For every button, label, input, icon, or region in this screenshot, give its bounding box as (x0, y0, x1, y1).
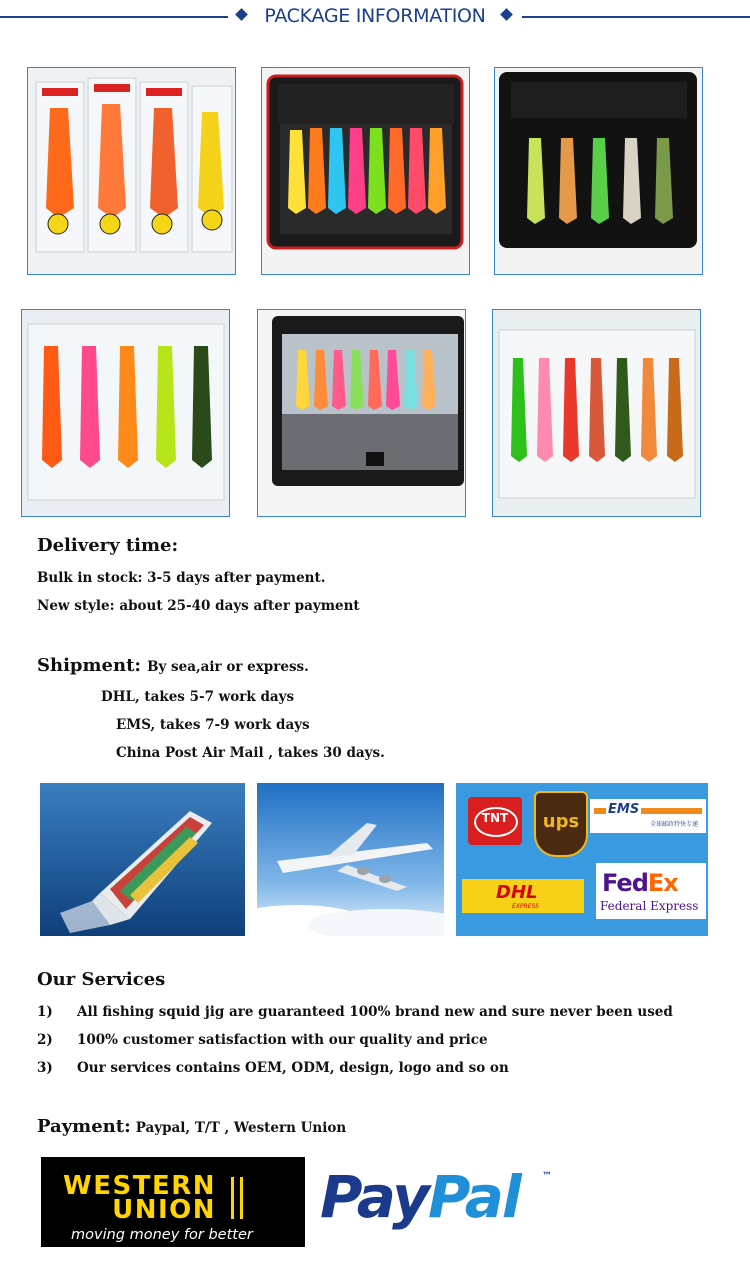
payment-title: Payment: (37, 1116, 131, 1137)
paypal-pay: Pay (320, 1163, 428, 1231)
western-union-line2: UNION (112, 1195, 216, 1225)
paypal-logo (320, 1163, 552, 1231)
courier-logos-panel (456, 783, 708, 936)
shipment-dhl-text: DHL, takes 5-7 work days (101, 689, 295, 705)
ems-text: EMS (608, 802, 640, 817)
shipment-subtitle: By sea,air or express. (147, 659, 309, 675)
western-union-line1: WESTERN (63, 1171, 216, 1201)
dhl-subtext: EXPRESS (512, 903, 539, 910)
tnt-logo (468, 797, 522, 845)
western-union-bars-icon (231, 1177, 243, 1219)
payment-heading (37, 1116, 346, 1137)
delivery-heading: Delivery time: (37, 535, 179, 556)
fedex-wordmark (602, 869, 678, 897)
western-union-slogan: moving money for better (71, 1227, 253, 1243)
dhl-text: DHL (496, 882, 538, 903)
service-number-2: 2) (37, 1032, 53, 1048)
fedex-ex: Ex (647, 869, 678, 897)
header-line-left (0, 16, 228, 18)
shipment-heading (37, 655, 309, 676)
ems-logo (590, 799, 706, 833)
tnt-text: TNT (481, 811, 509, 825)
service-number-1: 1) (37, 1004, 53, 1020)
payment-methods: Paypal, T/T , Western Union (135, 1120, 347, 1136)
delivery-new-style-text: New style: about 25-40 days after payment (37, 598, 360, 614)
fedex-subtext: Federal Express (600, 899, 699, 913)
ups-logo (534, 791, 588, 857)
clear-box-rainbow-jigs-photo (492, 309, 701, 517)
service-text-2: 100% customer satisfaction with our quality and price (77, 1032, 488, 1048)
header-diamond-right-icon (500, 8, 513, 21)
paypal-pal: Pal (427, 1163, 520, 1231)
header-line-right (522, 16, 750, 18)
paypal-tm: ™ (542, 1171, 552, 1182)
ems-subtext: 全球邮政特快专递 (650, 821, 699, 828)
clear-box-jigs-photo (21, 309, 230, 517)
container-ship-photo (40, 783, 245, 936)
ups-text: ups (542, 811, 580, 832)
shipment-title: Shipment: (37, 655, 142, 676)
closed-zipper-bag-photo (257, 309, 466, 517)
section-title: PACKAGE INFORMATION (264, 5, 486, 27)
service-number-3: 3) (37, 1060, 53, 1076)
fedex-logo (596, 863, 706, 919)
fedex-fed: Fed (602, 869, 648, 897)
delivery-bulk-text: Bulk in stock: 3-5 days after payment. (37, 570, 326, 586)
western-union-logo (41, 1157, 305, 1247)
packaged-squid-jigs-photo (27, 67, 236, 275)
service-text-1: All fishing squid jig are guaranteed 100% brand new and sure never been used (77, 1004, 673, 1020)
shipment-ems-text: EMS, takes 7-9 work days (116, 717, 310, 733)
dhl-logo (462, 879, 584, 913)
service-text-3: Our services contains OEM, ODM, design, logo and so on (77, 1060, 509, 1076)
airplane-photo (257, 783, 444, 936)
shipment-china-post-text: China Post Air Mail , takes 30 days. (116, 745, 385, 761)
header-diamond-left-icon (235, 8, 248, 21)
black-case-jigs-photo (494, 67, 703, 275)
zipper-case-open-photo (261, 67, 470, 275)
services-heading: Our Services (37, 969, 166, 990)
